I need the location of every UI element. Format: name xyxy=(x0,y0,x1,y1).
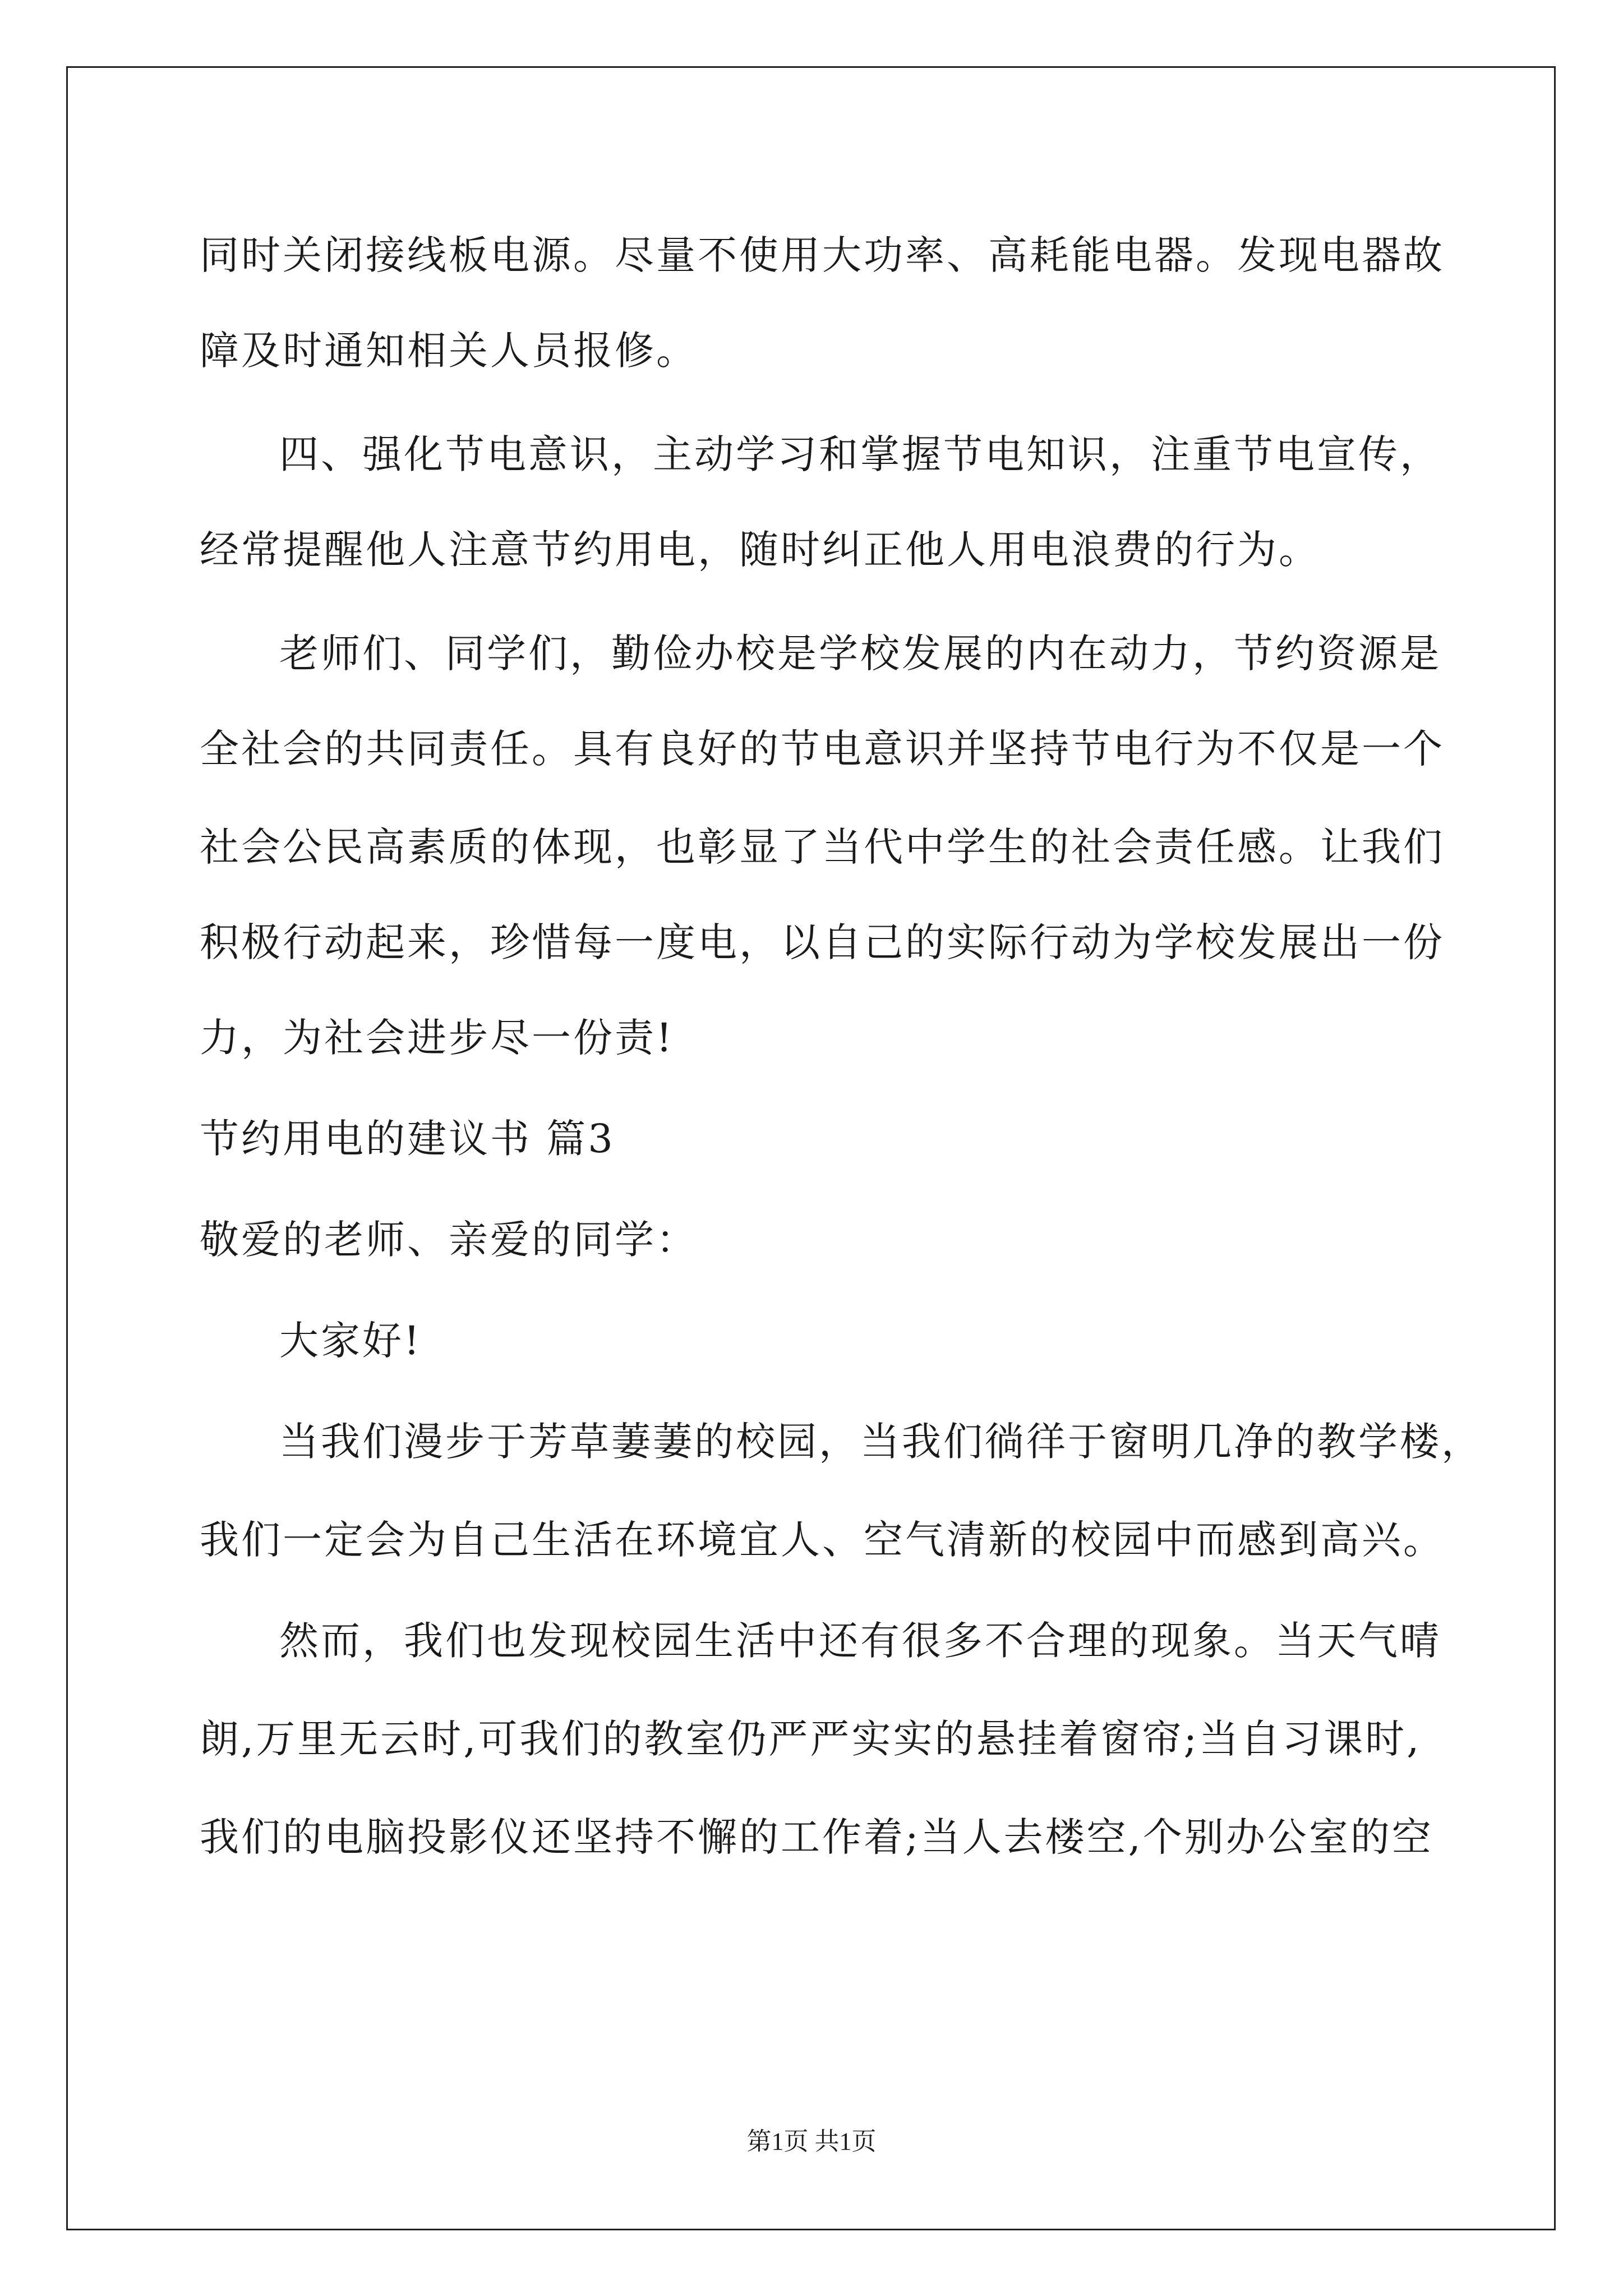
paragraph-line: 然而，我们也发现校园生活中还有很多不合理的现象。当天气晴 xyxy=(279,1618,1441,1664)
salutation: 敬爱的老师、亲爱的同学： xyxy=(200,1217,698,1263)
paragraph-line: 经常提醒他人注意节约用电，随时纠正他人用电浪费的行为。 xyxy=(200,527,1320,573)
page-footer: 第1页 共1页 xyxy=(746,2128,877,2155)
paragraph-line: 老师们、同学们，勤俭办校是学校发展的内在动力，节约资源是 xyxy=(279,631,1441,677)
section-heading: 节约用电的建议书 篇3 xyxy=(200,1116,615,1162)
paragraph-line: 朗,万里无云时,可我们的教室仍严严实实的悬挂着窗帘;当自习课时, xyxy=(200,1716,1422,1762)
paragraph-line: 我们一定会为自己生活在环境宜人、空气清新的校园中而感到高兴。 xyxy=(200,1517,1445,1563)
paragraph-line: 全社会的共同责任。具有良好的节电意识并坚持节电行为不仅是一个 xyxy=(200,726,1445,772)
paragraph-line: 障及时通知相关人员报修。 xyxy=(200,328,698,374)
paragraph-line: 我们的电脑投影仪还坚持不懈的工作着;当人去楼空,个别办公室的空 xyxy=(200,1814,1433,1860)
paragraph-line: 力，为社会进步尽一份责! xyxy=(200,1015,675,1061)
paragraph-line: 积极行动起来，珍惜每一度电，以自己的实际行动为学校发展出一份 xyxy=(200,919,1445,965)
paragraph-line: 四、强化节电意识，主动学习和掌握节电知识，注重节电宣传， xyxy=(279,431,1441,477)
paragraph-line: 社会公民高素质的体现，也彰显了当代中学生的社会责任感。让我们 xyxy=(200,824,1445,870)
paragraph-line: 同时关闭接线板电源。尽量不使用大功率、高耗能电器。发现电器故 xyxy=(200,232,1445,278)
greeting: 大家好! xyxy=(279,1318,422,1364)
paragraph-line: 当我们漫步于芳草萋萋的校园，当我们徜徉于窗明几净的教学楼， xyxy=(279,1419,1483,1465)
